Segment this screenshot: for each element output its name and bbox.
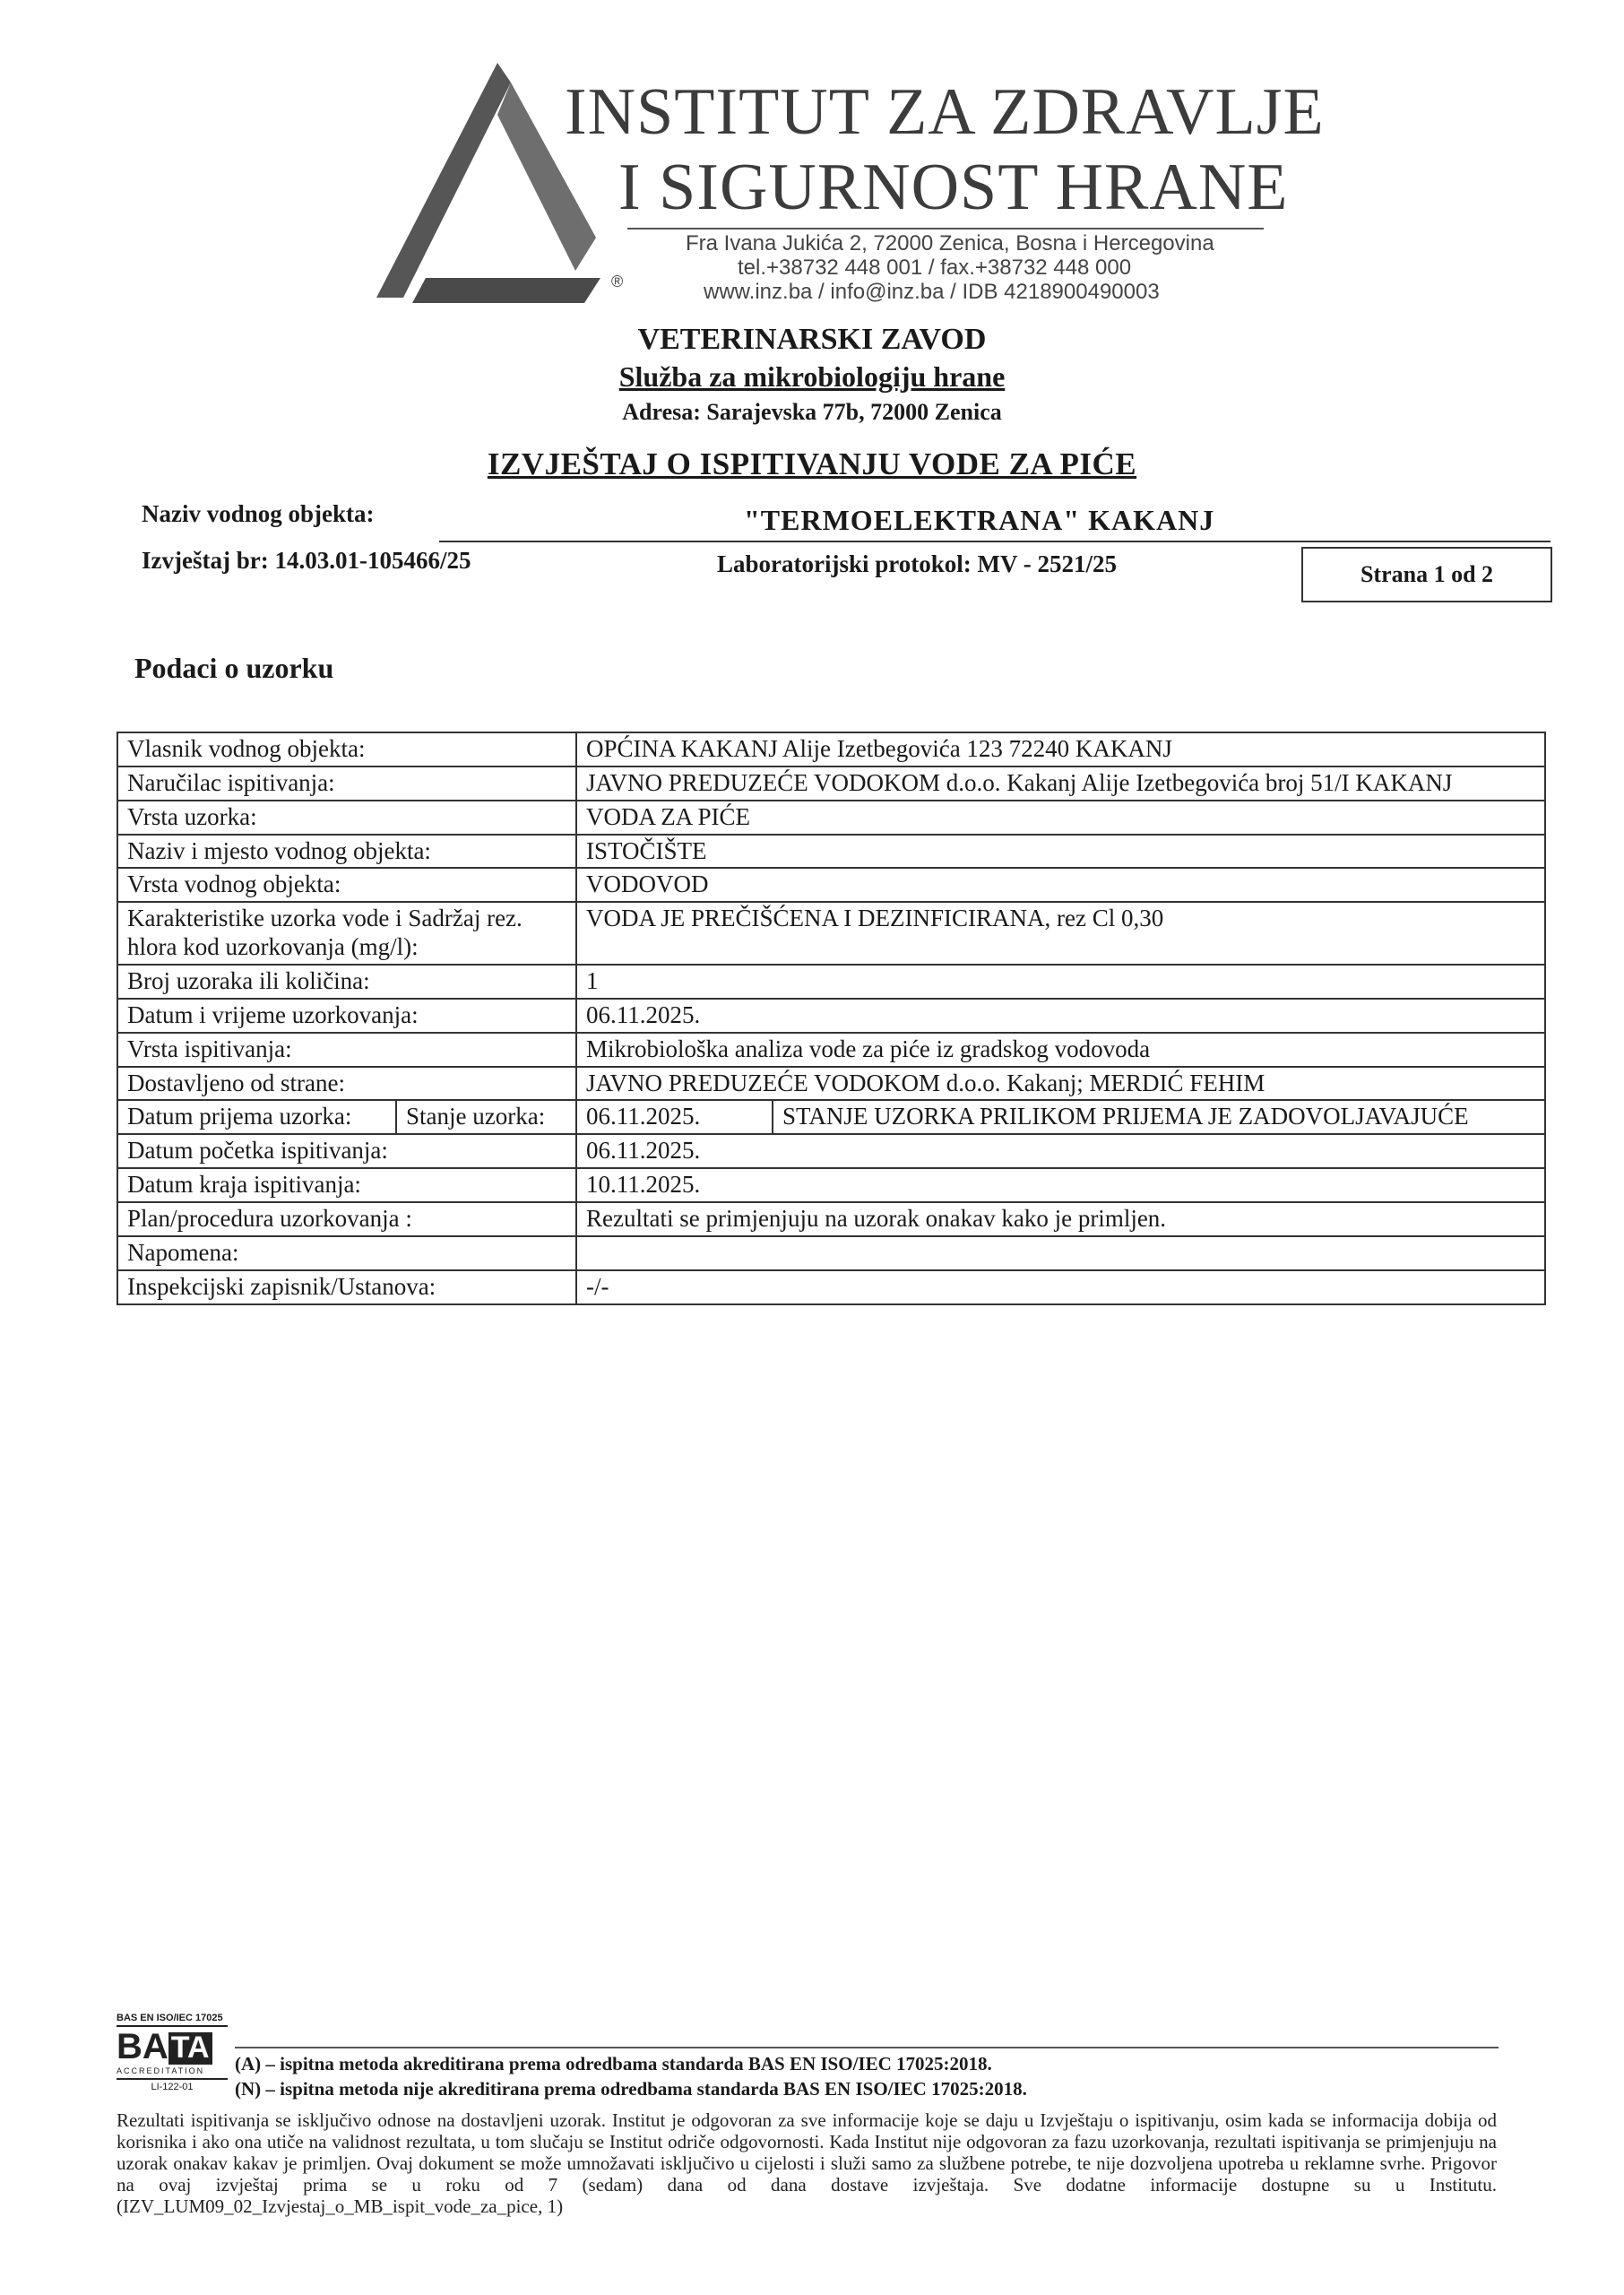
accreditation-subtitle: ACCREDITATION: [117, 2066, 205, 2075]
accreditation-logo: [117, 2013, 228, 2092]
receipt-date-value: 06.11.2025.: [576, 1100, 773, 1134]
table-row: [117, 965, 1545, 999]
test-type-value: Mikrobiološka analiza vode za piće iz gradskog vodovoda: [576, 1033, 1545, 1067]
table-row: [117, 1202, 1545, 1236]
table-row: [117, 999, 1545, 1033]
plan-label: Plan/procedura uzorkovanja :: [117, 1202, 576, 1236]
sampling-datetime-value: 06.11.2025.: [576, 999, 1545, 1033]
table-row: [117, 1100, 1545, 1134]
object-type-value: VODOVOD: [576, 868, 1545, 902]
quantity-value: 1: [576, 965, 1545, 999]
sample-section-title: Podaci o uzorku: [134, 652, 334, 684]
receipt-date-label: Datum prijema uzorka:: [117, 1100, 396, 1134]
institute-phone-fax: tel.+38732 448 001 / fax.+38732 448 000: [738, 255, 1132, 280]
legend-accredited: (A) – ispitna metoda akreditirana prema odredbama standarda BAS EN ISO/IEC 17025:2018.: [235, 2053, 992, 2074]
report-number: Izvještaj br: 14.03.01-105466/25: [142, 547, 471, 574]
logo-left-stroke: [376, 63, 511, 298]
institute-address: Fra Ivana Jukića 2, 72000 Zenica, Bosna i Hercegovina: [686, 231, 1214, 255]
institute-web-email: www.inz.ba / info@inz.ba / IDB 4218900490003: [704, 280, 1160, 304]
delivered-by-value: JAVNO PREDUZEĆE VODOKOM d.o.o. Kakanj; MERDIĆ FEHIM: [576, 1067, 1545, 1101]
logo-base-stroke: [412, 278, 600, 303]
start-date-value: 06.11.2025.: [576, 1134, 1545, 1168]
table-row: [117, 732, 1545, 766]
sampling-datetime-label: Datum i vrijeme uzorkovanja:: [117, 999, 576, 1033]
page-indicator: Strana 1 od 2: [1301, 547, 1552, 602]
institute-name-line1: INSTITUT ZA ZDRAVLJE: [565, 75, 1325, 149]
accreditation-letters: BA: [117, 2027, 168, 2066]
table-row: [117, 1236, 1545, 1270]
table-row: [117, 1270, 1545, 1304]
inspection-label: Inspekcijski zapisnik/Ustanova:: [117, 1270, 576, 1304]
plan-value: Rezultati se primjenjuju na uzorak onakav kako je primljen.: [576, 1202, 1545, 1236]
lab-protocol: Laboratorijski protokol: MV - 2521/25: [717, 550, 1118, 577]
owner-label: Vlasnik vodnog objekta:: [117, 732, 576, 766]
sample-type-label: Vrsta uzorka:: [117, 801, 576, 835]
table-row: [117, 766, 1545, 801]
inspection-value: -/-: [576, 1270, 1545, 1304]
object-name: "TERMOELEKTRANA" KAKANJ: [744, 504, 1215, 536]
delivered-by-label: Dostavljeno od strane:: [117, 1067, 576, 1101]
accreditation-code: LI-122-01: [117, 2078, 228, 2092]
footer-divider: [235, 2047, 1499, 2048]
end-date-label: Datum kraja ispitivanja:: [117, 1168, 576, 1202]
table-row: [117, 1134, 1545, 1168]
sample-data-table: [117, 732, 1546, 1305]
start-date-label: Datum početka ispitivanja:: [117, 1134, 576, 1168]
table-row: [117, 1033, 1545, 1067]
object-type-label: Vrsta vodnog objekta:: [117, 868, 576, 902]
table-row: [117, 801, 1545, 835]
client-value: JAVNO PREDUZEĆE VODOKOM d.o.o. Kakanj Alije Izetbegovića broj 51/I KAKANJ: [576, 766, 1545, 801]
quantity-label: Broj uzoraka ili količina:: [117, 965, 576, 999]
characteristics-label: Karakteristike uzorka vode i Sadržaj rez. hlora kod uzorkovanja (mg/l):: [117, 902, 576, 965]
object-name-label: Naziv vodnog objekta:: [142, 500, 375, 527]
report-title: IZVJEŠTAJ O ISPITIVANJU VODE ZA PIĆE: [487, 446, 1137, 481]
meta-divider: [439, 541, 1551, 542]
note-label: Napomena:: [117, 1236, 576, 1270]
department-address: Adresa: Sarajevska 77b, 72000 Zenica: [622, 399, 1002, 425]
table-row: [117, 1168, 1545, 1202]
accreditation-box-letter: TA: [168, 2032, 212, 2065]
table-row: [117, 835, 1545, 869]
table-row: [117, 868, 1545, 902]
table-row: [117, 902, 1545, 965]
owner-value: OPĆINA KAKANJ Alije Izetbegovića 123 72240 KAKANJ: [576, 732, 1545, 766]
end-date-value: 10.11.2025.: [576, 1168, 1545, 1202]
object-location-label: Naziv i mjesto vodnog objekta:: [117, 835, 576, 869]
disclaimer-text: Rezultati ispitivanja se isključivo odnose na dostavljeni uzorak. Institut je odgovoran za sve informacije koje se daju u Izvještaju o ispitivanju, osim kada se informacija dobija od korisnika i ako ona utiče na validnost rezultata, u tom slučaju se Institut odriče odgovornosti. Kada Institut nije odgovoran za fazu uzorkovanja, rezultati ispitivanja se primjenjuju na uzorak onakav kakav je primljen. Ovaj dokument se može umnožavati isključivo u cijelosti i služi samo za službene potrebe, te nije dozvoljena upotreba u reklamne svrhe. Prigovor na ovaj izvještaj prima se u roku od 7 (sedam) dana od dana dostave izvještaja. Sve dodatne informacije dostupne su u Institutu. (IZV_LUM09_02_Izvjestaj_o_MB_ispit_vode_za_pice, 1): [117, 2109, 1497, 2217]
characteristics-value: VODA JE PREČIŠĆENA I DEZINFICIRANA, rez Cl 0,30: [576, 902, 1545, 965]
sample-type-value: VODA ZA PIĆE: [576, 801, 1545, 835]
condition-label: Stanje uzorka:: [396, 1100, 576, 1134]
accreditation-standard: BAS EN ISO/IEC 17025: [117, 2013, 228, 2027]
note-value: [576, 1236, 1545, 1270]
header-divider: [627, 228, 1264, 230]
client-label: Naručilac ispitivanja:: [117, 766, 576, 801]
institute-name-line2: I SIGURNOST HRANE: [618, 151, 1289, 224]
legend-not-accredited: (N) – ispitna metoda nije akreditirana prema odredbama standarda BAS EN ISO/IEC 17025:2018.: [235, 2078, 1027, 2100]
test-type-label: Vrsta ispitivanja:: [117, 1033, 576, 1067]
department-name: VETERINARSKI ZAVOD: [637, 323, 987, 356]
department-service: Služba za mikrobiologiju hrane: [618, 360, 1006, 393]
table-row: [117, 1067, 1545, 1101]
object-location-value: ISTOČIŠTE: [576, 835, 1545, 869]
condition-value: STANJE UZORKA PRILIKOM PRIJEMA JE ZADOVOLJAVAJUĆE: [773, 1100, 1545, 1134]
registered-mark: ®: [611, 273, 624, 290]
